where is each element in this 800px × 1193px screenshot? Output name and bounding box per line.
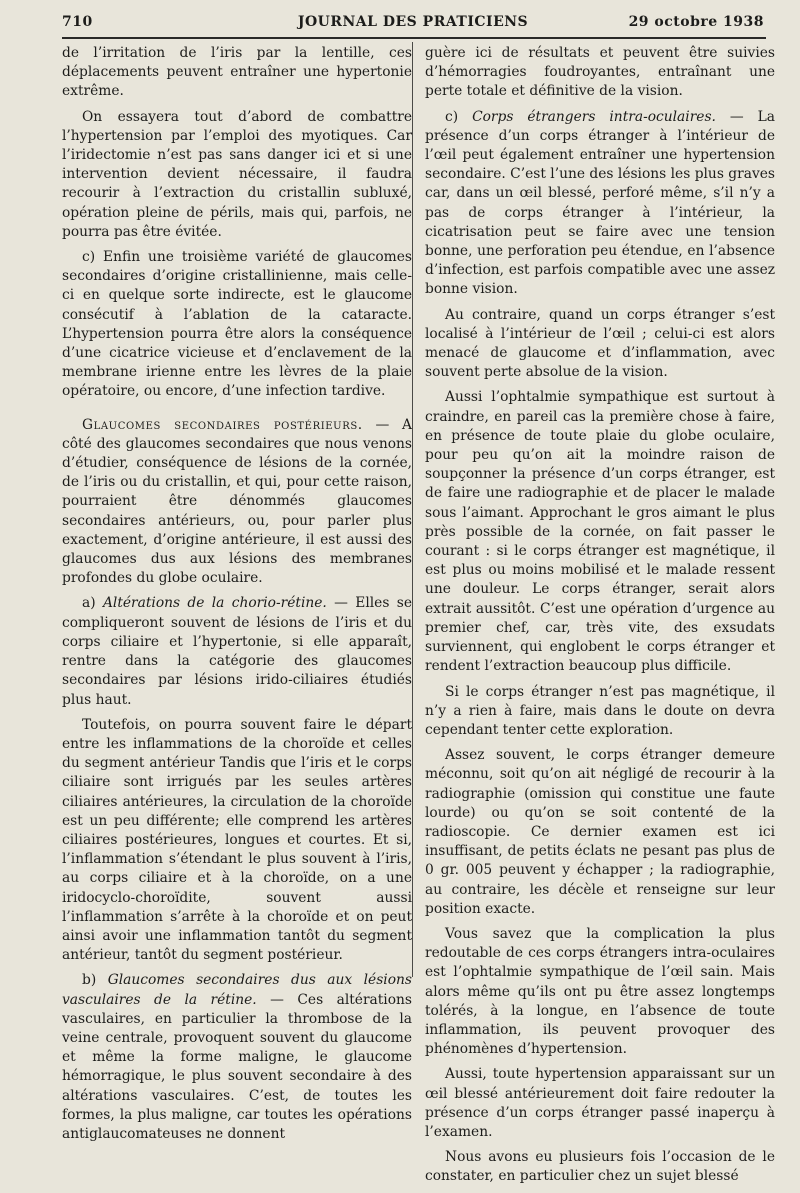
header-rule [62,37,766,39]
paragraph-text: — A côté des glaucomes secondaires que nous venons d’étudier, conséquence de lésions de la cornée, de l’iris ou du cristallin, et qui, pour cette raison, pourraient être dénommés glaucomes secondaires antérieurs, ou, pour parler plus exactement, d’origine antérieure, il est aussi des glaucomes dus aux lésions des membranes profondes du globe oculaire. [62,416,412,587]
paragraph: Toutefois, on pourra souvent faire le départ entre les inflammations de la choroïde et celles du segment antérieur Tandis que l’iris et le corps ciliaire sont irrigués par les seules artères ciliaires antérieures, la circulation de la choroïde est un peu différente; elle comprend les artères ciliaires postérieures, longues et courtes. Et si, l’inflammation s’étendant le plus souvent à l’iris, au corps ciliaire et à la choroïde, on a une iridocyclo-choroïdite, souvent aussi l’inflammation s’arrête à la choroïde et on peut ainsi avoir une inflammation tantôt du segment antérieur, tantôt du segment postérieur. [62,716,412,964]
running-header [62,14,764,34]
paragraph-text: — La présence d’un corps étranger à l’intérieur de l’œil peut également entraîner une hypertension secondaire. C’est l’une des lésions les plus graves car, dans un œil blessé, perforé même, s’il n’y a pas de corps étranger à l’intérieur, la cicatrisation peut se faire avec une tension bonne, une perforation peu étendue, en l’absence d’infection, est parfois compatible avec une assez bonne vision. [425,108,775,298]
left-column [62,44,412,1150]
page-number: 710 [62,14,93,30]
paragraph: Au contraire, quand un corps étranger s’est localisé à l’intérieur de l’œil ; celui-ci est alors menacé de glaucome et d’inflammation, avec souvent perte absolue de la vision. [425,306,775,381]
paragraph [62,971,412,1144]
subsection-heading: Glaucomes secondaires dus aux lésions vasculaires de la rétine. [62,972,412,1008]
column-divider [412,42,413,977]
paragraph: On essayera tout d’abord de combattre l’hypertension par l’emploi des myotiques. Car l’iridectomie n’est pas sans danger ici et si une intervention devient nécessaire, il faudra recourir à l’extraction du cristallin subluxé, opération pleine de périls, mais qui, parfois, ne pourra pas être évitée. [62,108,412,240]
paragraph: guère ici de résultats et peuvent être suivies d’hémorragies foudroyantes, entraînant une perte totale et définitive de la vision. [425,45,775,100]
subsection-heading: Corps étrangers intra-oculaires. [472,108,716,125]
paragraph: Aussi, toute hypertension apparaissant sur un œil blessé antérieurement doit faire redouter la présence d’un corps étranger passé inaperçu à l’examen. [425,1066,775,1140]
paragraph: Aussi l’ophtalmie sympathique est surtout à craindre, en pareil cas la première chose à faire, en présence de toute plaie du globe oculaire, pour peu qu’on ait la moindre raison de soupçonner la présence d’un corps étranger, est de faire une radiographie et de placer le malade sous l’aimant. Approchant le gros aimant le plus près possible de la cornée, on fait passer le courant : si le corps étranger est magnétique, il est plus ou moins mobilisé et le malade ressent une douleur. Le corps étranger, serait alors extrait aussitôt. C’est une opération d’urgence au premier chef, car, très vite, des exsudats surviennent, qui englobent le corps étranger et rendent l’extraction beaucoup plus difficile. [425,389,775,675]
paragraph [62,416,412,589]
paragraph: de l’irritation de l’iris par la lentille, ces déplacements peuvent entraîner une hypertonie extrême. [62,45,412,100]
paragraph-text: — Elles se compliqueront souvent de lésions de l’iris et du corps ciliaire et l’hypertonie, si elle apparaît, rentre dans la catégorie des glaucomes secondaires par lésions irido-ciliaires étudiés plus haut. [62,595,412,708]
list-marker: b) [82,972,108,989]
paragraph-text: — Ces altérations vasculaires, en particulier la thrombose de la veine centrale, provoquent souvent du glaucome et même la forme maligne, le glaucome hémorragique, le plus souvent secondaire à des altérations vasculaires. C’est, de toutes les formes, la plus maligne, car toutes les opérations antiglaucomateuses ne donnent [62,991,412,1142]
list-marker: a) [82,595,103,612]
paragraph [62,594,412,709]
paragraph: Vous savez que la complication la plus redoutable de ces corps étrangers intra-oculaires est l’ophtalmie sympathique de l’œil sain. Mais alors même qu’ils ont pu être assez longtemps tolérés, à la longue, en l’absence de toute inflammation, ils peuvent provoquer des phénomènes d’hypertension. [425,925,775,1058]
section-heading: Glaucomes secondaires postérieurs. [82,416,363,433]
subsection-heading: Altérations de la chorio-rétine. [102,595,327,612]
issue-date: 29 octobre 1938 [628,14,764,30]
paragraph: c) Enfin une troisième variété de glaucomes secondaires d’origine cristallinienne, mais celle-ci en quelque sorte indirecte, est le glaucome consécutif à l’ablation de la cataracte. L’hypertension pourra être alors la conséquence d’une cicatrice vicieuse et d’enclavement de la membrane irienne entre les lèvres de la plaie opératoire, ou encore, d’une infection tardive. [62,249,412,400]
list-marker: c) [445,108,473,125]
paragraph [425,108,775,300]
paragraph: Si le corps étranger n’est pas magnétique, il n’y a rien à faire, mais dans le doute on devra cependant tenter cette exploration. [425,683,775,738]
journal-title: JOURNAL DES PRATICIENS [297,14,529,30]
paragraph: Assez souvent, le corps étranger demeure méconnu, soit qu’on ait négligé de recourir à la radiographie (omission qui constitue une faute lourde) ou qu’on se soit contenté de la radioscopie. Ce dernier examen est ici insuffisant, de petits éclats ne pesant pas plus de 0 gr. 005 peuvent y échapper ; la radiographie, au contraire, les décèle et renseigne sur leur position exacte. [425,747,775,917]
paragraph: Nous avons eu plusieurs fois l’occasion de le constater, en particulier chez un sujet blessé [425,1149,775,1185]
right-column [425,44,775,1193]
